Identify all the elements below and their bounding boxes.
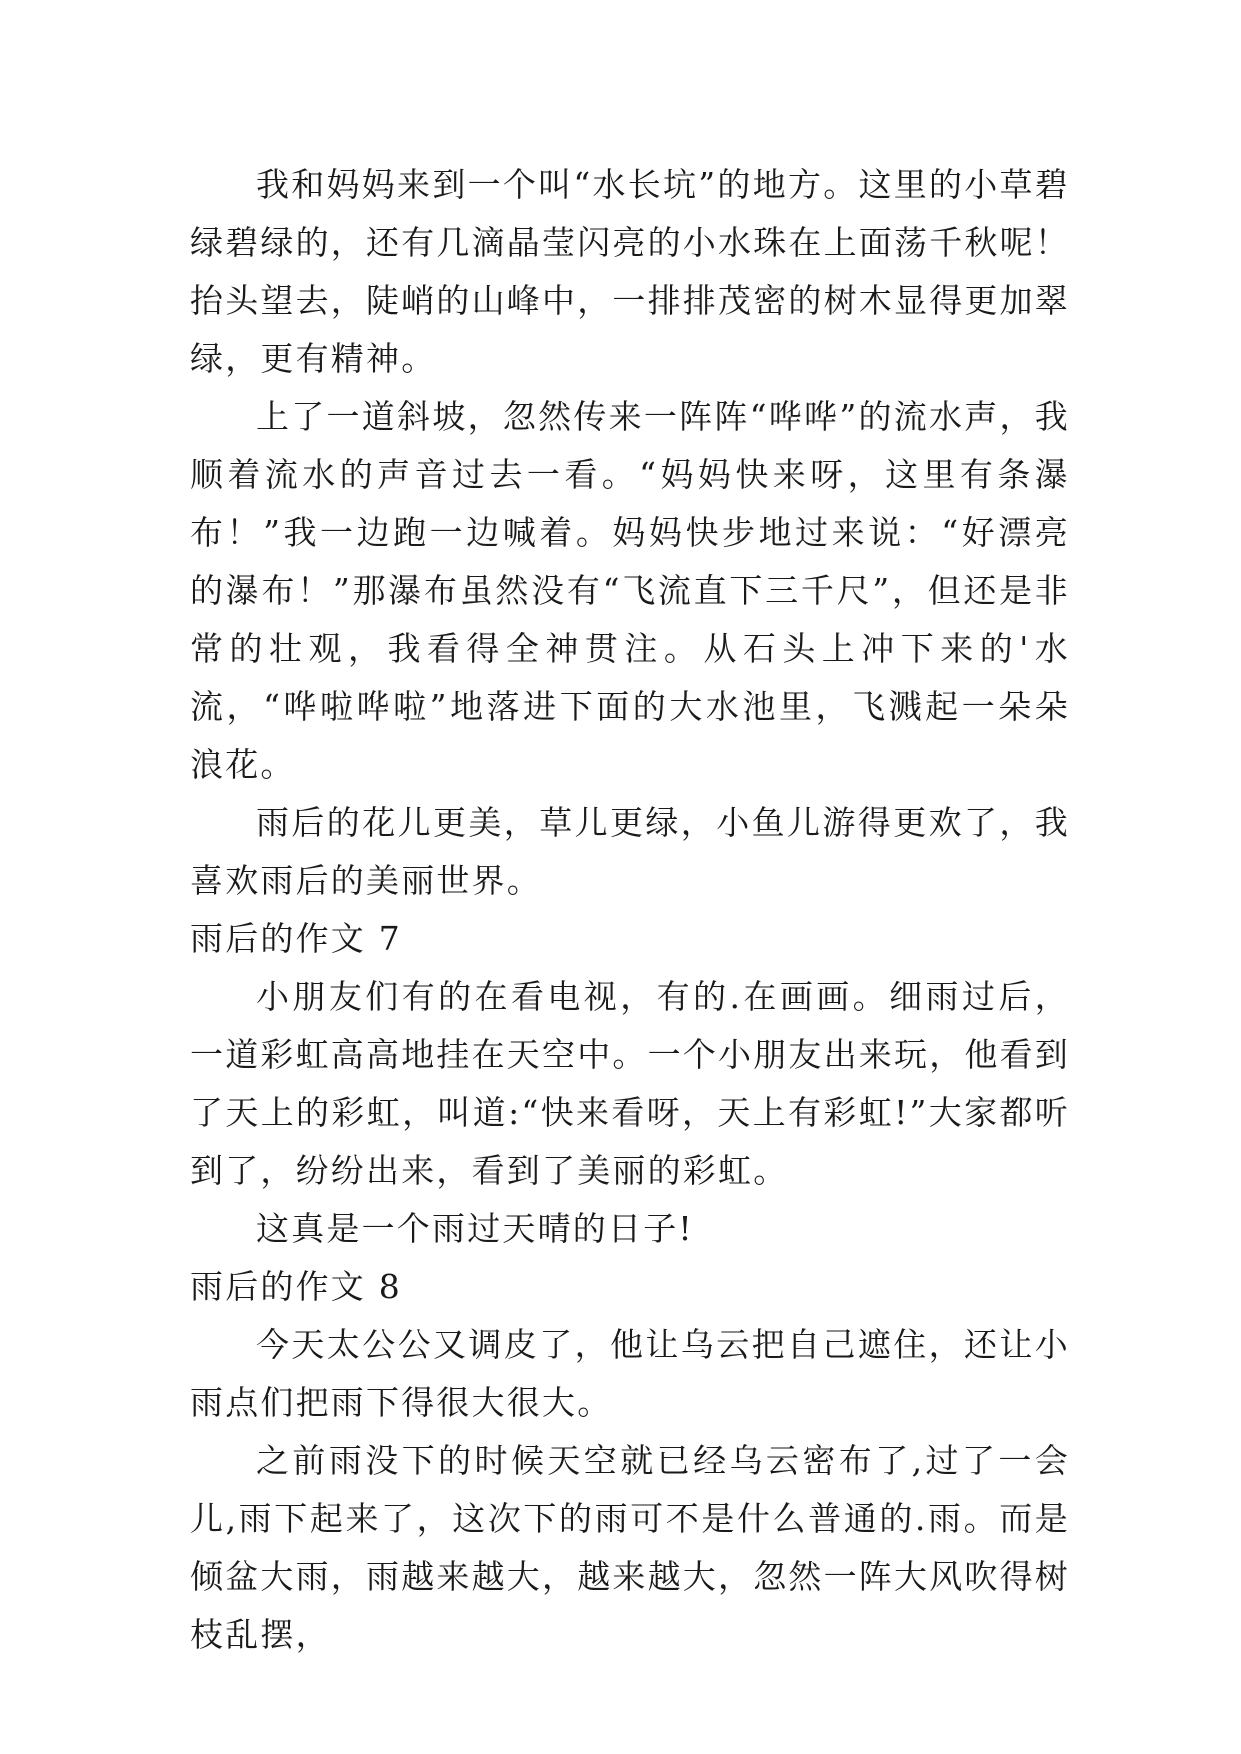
paragraph: 我和妈妈来到一个叫“水长坑”的地方。这里的小草碧绿碧绿的，还有几滴晶莹闪亮的小水珠在上面荡千秋呢！抬头望去，陡峭的山峰中，一排排茂密的树木显得更加翠绿，更有精神。 — [190, 165, 1070, 378]
section-heading: 雨后的作文 7 — [190, 919, 402, 958]
paragraph: 之前雨没下的时候天空就已经乌云密布了,过了一会儿,雨下起来了，这次下的雨可不是什么普通的.雨。而是倾盆大雨，雨越来越大，越来越大，忽然一阵大风吹得树枝乱摆， — [190, 1441, 1070, 1654]
paragraph: 小朋友们有的在看电视，有的.在画画。细雨过后，一道彩虹高高地挂在天空中。一个小朋友出来玩，他看到了天上的彩虹，叫道:“快来看呀，天上有彩虹!”大家都听到了，纷纷出来，看到了美丽的彩虹。 — [190, 977, 1070, 1190]
document-body — [190, 156, 1070, 1664]
paragraph: 雨后的花儿更美，草儿更绿，小鱼儿游得更欢了，我喜欢雨后的美丽世界。 — [190, 803, 1070, 900]
paragraph: 上了一道斜坡，忽然传来一阵阵“哗哗”的流水声，我顺着流水的声音过去一看。“妈妈快来呀，这里有条瀑布！”我一边跑一边喊着。妈妈快步地过来说：“好漂亮的瀑布！”那瀑布虽然没有“飞流直下三千尺”，但还是非常的壮观，我看得全神贯注。从石头上冲下来的'水流，“哗啦哗啦”地落进下面的大水池里，飞溅起一朵朵浪花。 — [190, 397, 1070, 784]
paragraph: 今天太公公又调皮了，他让乌云把自己遮住，还让小雨点们把雨下得很大很大。 — [190, 1325, 1070, 1422]
section-heading: 雨后的作文 8 — [190, 1267, 402, 1306]
paragraph: 这真是一个雨过天晴的日子! — [256, 1209, 694, 1248]
